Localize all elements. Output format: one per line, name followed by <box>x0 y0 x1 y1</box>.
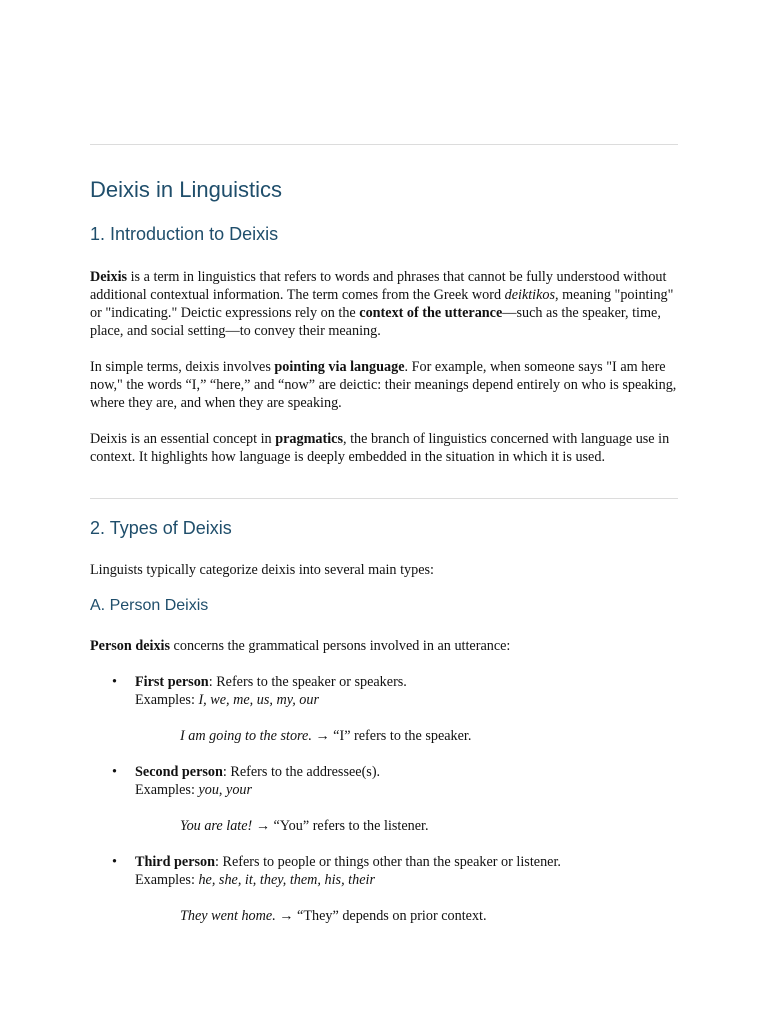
bullet: • <box>112 674 117 690</box>
examples-words: you, your <box>198 782 253 798</box>
term-person-deixis: Person deixis <box>90 638 170 654</box>
example-quote: You are late! <box>180 818 253 834</box>
text-run: . For example, when someone says "I am here now," the words “I,” “here,” and “now” are deictic: their meanings depend entirely on who is speaking, where they are, and when they are speaking. <box>90 359 677 411</box>
divider-top <box>90 144 678 145</box>
examples-label: Examples: <box>135 692 199 708</box>
item-label: Third person <box>135 854 216 870</box>
intro-paragraph-3 <box>90 430 678 466</box>
intro-paragraph-1 <box>90 268 678 340</box>
example-explanation: → “You” refers to the listener. <box>252 818 429 834</box>
text-run: In simple terms, deixis involves <box>90 359 275 375</box>
section-heading-types: 2. Types of Deixis <box>90 518 232 538</box>
item-desc: : Refers to the addressee(s). <box>222 764 381 780</box>
examples-line <box>135 871 678 889</box>
text-run: concerns the grammatical persons involved in an utterance: <box>170 638 511 654</box>
bullet: • <box>112 764 117 780</box>
item-desc: : Refers to the speaker or speakers. <box>208 674 407 690</box>
term-pragmatics: pragmatics <box>275 431 343 447</box>
example-quote: They went home. <box>180 908 276 924</box>
examples-line <box>135 781 678 799</box>
examples-words: he, she, it, they, them, his, their <box>198 872 375 888</box>
term-pointing: pointing via language <box>274 359 405 375</box>
text-run: , meaning "pointing" or "indicating." Deictic expressions rely on the <box>90 287 674 321</box>
page-title: Deixis in Linguistics <box>90 177 282 202</box>
text-run: —such as the speaker, time, place, and social setting—to convey their meaning. <box>90 305 661 339</box>
document-page <box>90 0 678 943</box>
example-explanation: → “They” depends on prior context. <box>275 908 487 924</box>
term-context: context of the utterance <box>359 305 503 321</box>
term-deixis: Deixis <box>90 269 128 285</box>
example-sentence <box>135 817 678 835</box>
text-run: , the branch of linguistics concerned with language use in context. It highlights how language is deeply embedded in the situation in which it is used. <box>90 431 670 465</box>
list-item-first-person <box>90 673 678 745</box>
term-deiktikos: deiktikos <box>504 287 556 303</box>
list-item-second-person <box>90 763 678 835</box>
person-deixis-intro <box>90 637 678 655</box>
text-run: is a term in linguistics that refers to words and phrases that cannot be fully understood without additional contextual information. The term comes from the Greek word <box>90 269 667 303</box>
example-quote: I am going to the store. <box>180 728 312 744</box>
types-intro: Linguists typically categorize deixis into several main types: <box>90 562 434 578</box>
intro-paragraph-2 <box>90 358 678 412</box>
examples-label: Examples: <box>135 782 199 798</box>
person-deixis-list <box>90 673 678 925</box>
list-item-third-person <box>90 853 678 925</box>
item-desc: : Refers to people or things other than the speaker or listener. <box>215 854 561 870</box>
section-heading-introduction: 1. Introduction to Deixis <box>90 224 279 244</box>
subheading-person-deixis: A. Person Deixis <box>90 597 209 614</box>
item-label: First person <box>135 674 209 690</box>
bullet: • <box>112 854 117 870</box>
examples-line <box>135 691 678 709</box>
example-sentence <box>135 907 678 925</box>
examples-words: I, we, me, us, my, our <box>198 692 320 708</box>
example-sentence <box>135 727 678 745</box>
divider-middle <box>90 498 678 499</box>
item-label: Second person <box>135 764 223 780</box>
text-run: Deixis is an essential concept in <box>90 431 276 447</box>
examples-label: Examples: <box>135 872 199 888</box>
example-explanation: → “I” refers to the speaker. <box>311 728 472 744</box>
